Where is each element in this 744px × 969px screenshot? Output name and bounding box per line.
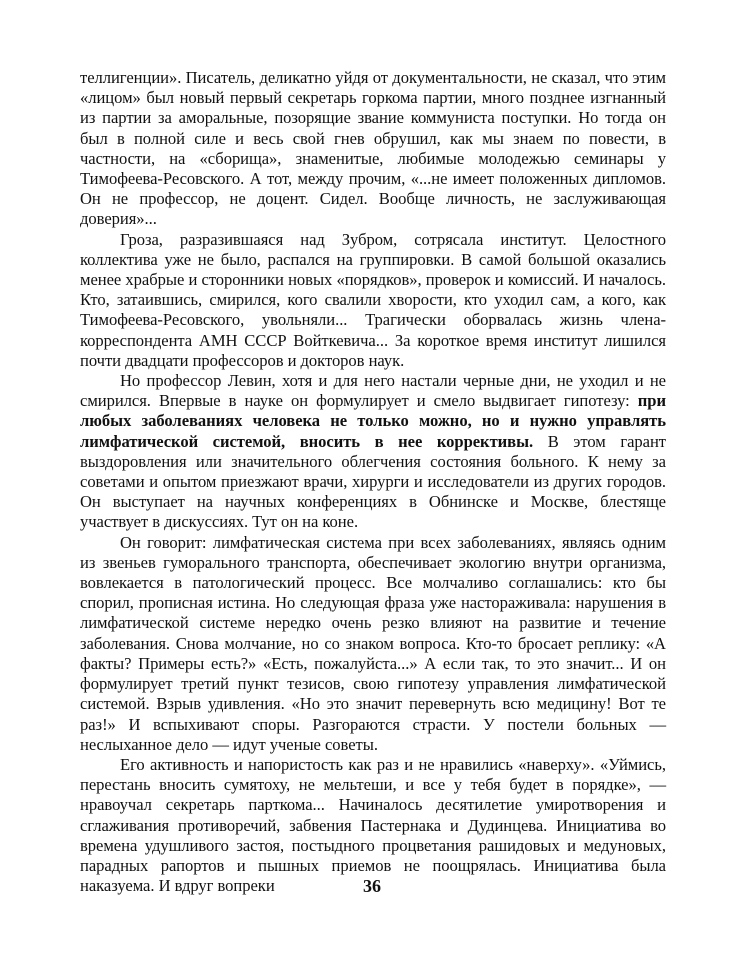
hypothesis-bold: при любых заболеваниях человека не только можно, но и нужно управлять лимфатической системой, вносить в нее коррективы.: [80, 391, 666, 451]
paragraph-hypothesis: [80, 371, 666, 533]
hypothesis-outro: В этом гарант выздоровления или значительного облегчения состояния больного. К нему за советами и опытом приезжают врачи, хирурги и исследователи из других городов. Он выступает на научных конференциях в Обнинске и Москве, блестяще участвует в дискуссиях. Тут он на коне.: [80, 431, 667, 532]
paragraph-continuation: теллигенции». Писатель, деликатно уйдя от документальности, не сказал, что этим «лицом» был новый первый секретарь горкома партии, много позднее изгнанный из партии за аморальные, позорящие звание коммуниста поступки. Но тогда он был в полной силе и весь свой гнев обрушил, как мы знаем по повести, в частности, на «сборища», знаменитые, любимые молодежью семинары у Тимофеева-Ресовского. А тот, между прочим, «...не имеет положенных дипломов. Он не профессор, не доцент. Сидел. Вообще личность, не заслуживающая доверия»...: [80, 68, 666, 229]
page-number: 36: [363, 876, 381, 896]
paragraph-activity: Его активность и напористость как раз и не нравились «наверху». «Уймись, перестань вносить сумятоху, не мельтеши, и все у тебя будет в порядке», — нравоучал секретарь парткома... Начиналось десятилетие умиротворения и сглаживания противоречий, забвения Пастернака и Дудинцева. Инициатива во времена удушливого застоя, постыдного процветания рашидовых и медуновых, парадных рапортов и пышных приемов не поощрялась. Инициатива была наказуема. И вдруг вопреки: [80, 754, 666, 896]
paragraph-lymphatic: Он говорит: лимфатическая система при всех заболеваниях, являясь одним из звеньев гуморального транспорта, обеспечивает экологию внутри организма, вовлекается в патологический процесс. Все молчаливо соглашались: кто бы спорил, прописная истина. Но следующая фраза уже настораживала: нарушения в лимфатической системе нередко очень резко влияют на развитие и течение заболевания. Снова молчание, но со знаком вопроса. Кто-то бросает реплику: «А факты? Примеры есть?» «Есть, пожалуйста...» А если так, то это значит... И он формулирует третий пункт тезисов, свою гипотезу управления лимфатической системой. Взрыв удивления. «Но это значит перевернуть всю медицину! Вот те раз!» И вспыхивают споры. Разгораются страсти. У постели больных — неслыханное дело — идут ученые советы.: [80, 532, 666, 754]
hypothesis-intro: Но профессор Левин, хотя и для него настали черные дни, не уходил и не смирился. Впервые в науке он формулирует и смело выдвигает гипотезу:: [80, 371, 666, 411]
page-body: [80, 68, 666, 896]
paragraph-storm: Гроза, разразившаяся над Зубром, сотрясала институт. Целостного коллектива уже не было, распался на группировки. В самой большой оказались менее храбрые и сторонники новых «порядков», проверок и комиссий. И началось. Кто, затаившись, смирился, кого свалили хворости, кто уходил сам, а кого, как Тимофеева-Ресовского, увольняли... Трагически оборвалась жизнь члена-корреспондента АМН СССР Войткевича... За короткое время институт лишился почти двадцати профессоров и докторов наук.: [80, 229, 666, 370]
